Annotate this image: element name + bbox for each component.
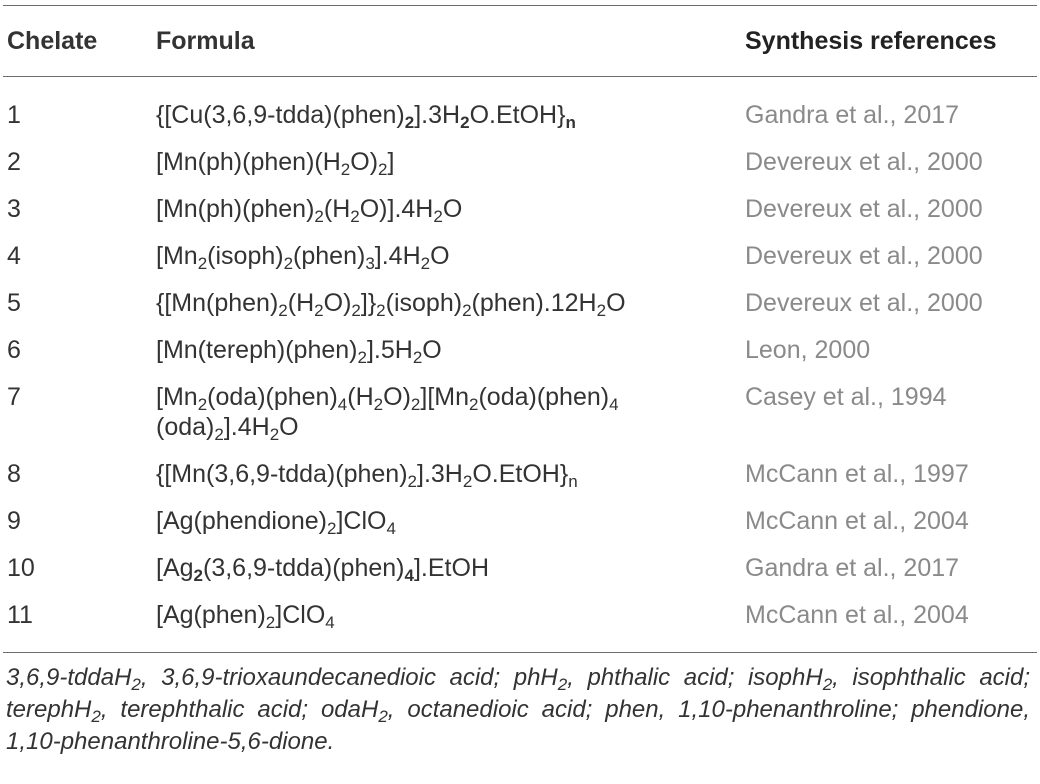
table-row: [3, 376, 1037, 453]
chelate-number: 6: [7, 336, 21, 364]
chelate-formula: $[Mn_2(oda)(phen)_4(H_2O)_2][Mn_2(oda)(phen)_4$ $(oda)_2].4H_2O$: [156, 383, 619, 444]
synthesis-reference: Gandra et al., 2017: [745, 554, 960, 582]
chelate-number: 10: [7, 554, 35, 582]
chelate-number: 7: [7, 383, 21, 411]
table-row: [3, 77, 1037, 141]
chelate-number: 5: [7, 289, 21, 317]
chelate-formula: $[Mn(ph)(phen)_2(H_2O)].4H_2O$: [156, 195, 463, 226]
chelate-number: 2: [7, 148, 21, 176]
table-header-row: [3, 6, 1037, 76]
chelate-table: [3, 6, 1037, 652]
header-formula: Formula: [156, 26, 255, 55]
chelate-number: 1: [7, 101, 21, 129]
synthesis-reference: Devereux et al., 2000: [745, 195, 983, 223]
table-row: [3, 235, 1037, 282]
chelate-formula: $[Mn(ph)(phen)(H_2O)_2]$: [156, 148, 395, 179]
synthesis-reference: Devereux et al., 2000: [745, 242, 983, 270]
chelate-number: 4: [7, 242, 21, 270]
chelate-formula: $[Mn_2(isoph)_2(phen)_3].4H_2O$: [156, 242, 450, 273]
header-references: Synthesis references: [745, 26, 997, 55]
chelate-number: 3: [7, 195, 21, 223]
synthesis-reference: McCann et al., 2004: [745, 507, 969, 535]
header-chelate: Chelate: [7, 26, 98, 55]
chelate-formula: $\{[Mn(3,6,9-tdda)(phen)_2].3H_2O.EtOH\}_n$: [156, 460, 578, 491]
table-row: [3, 282, 1037, 329]
chelate-formula: $[Ag(phendione)_2]ClO_4$: [156, 507, 396, 538]
chelate-table-container: [0, 5, 1040, 758]
chelate-formula: $[Ag_2(3,6,9-tdda)(phen)_4].EtOH$: [156, 554, 489, 585]
table-row: [3, 547, 1037, 594]
table-row: [3, 188, 1037, 235]
synthesis-reference: Gandra et al., 2017: [745, 101, 960, 129]
table-row: [3, 453, 1037, 500]
table-row: [3, 141, 1037, 188]
chelate-formula: $\{[Mn(phen)_2(H_2O)_2]\}_2(isoph)_2(phen).12H_2O$: [156, 289, 626, 320]
synthesis-reference: Leon, 2000: [745, 336, 871, 364]
chelate-formula: $\{[Cu(3,6,9-tdda)(phen)_2].3H_2O.EtOH\}_n$: [156, 101, 576, 132]
chelate-number: 9: [7, 507, 21, 535]
table-footnote: 3,6,9-tddaH$_2$, 3,6,9-trioxaundecanedioic acid; phH$_2$, phthalic acid; isophH$_2$, isophthalic acid; terephH$_2$, terephthalic acid; odaH$_2$, octanedioic acid; phen, 1,10-phenanthroline; phendione, 1,10-phenanthroline-5,6-dione.: [6, 664, 1031, 755]
synthesis-reference: Devereux et al., 2000: [745, 289, 983, 317]
synthesis-reference: Casey et al., 1994: [745, 383, 947, 411]
synthesis-reference: Devereux et al., 2000: [745, 148, 983, 176]
chelate-number: 11: [7, 601, 33, 629]
chelate-formula: $[Ag(phen)_2]ClO_4$: [156, 601, 335, 632]
table-row: [3, 594, 1037, 652]
chelate-number: 8: [7, 460, 21, 488]
synthesis-reference: McCann et al., 2004: [745, 601, 969, 629]
table-row: [3, 329, 1037, 376]
synthesis-reference: McCann et al., 1997: [745, 460, 969, 488]
table-row: [3, 500, 1037, 547]
chelate-formula: $[Mn(tereph)(phen)_2].5H_2O$: [156, 336, 442, 367]
